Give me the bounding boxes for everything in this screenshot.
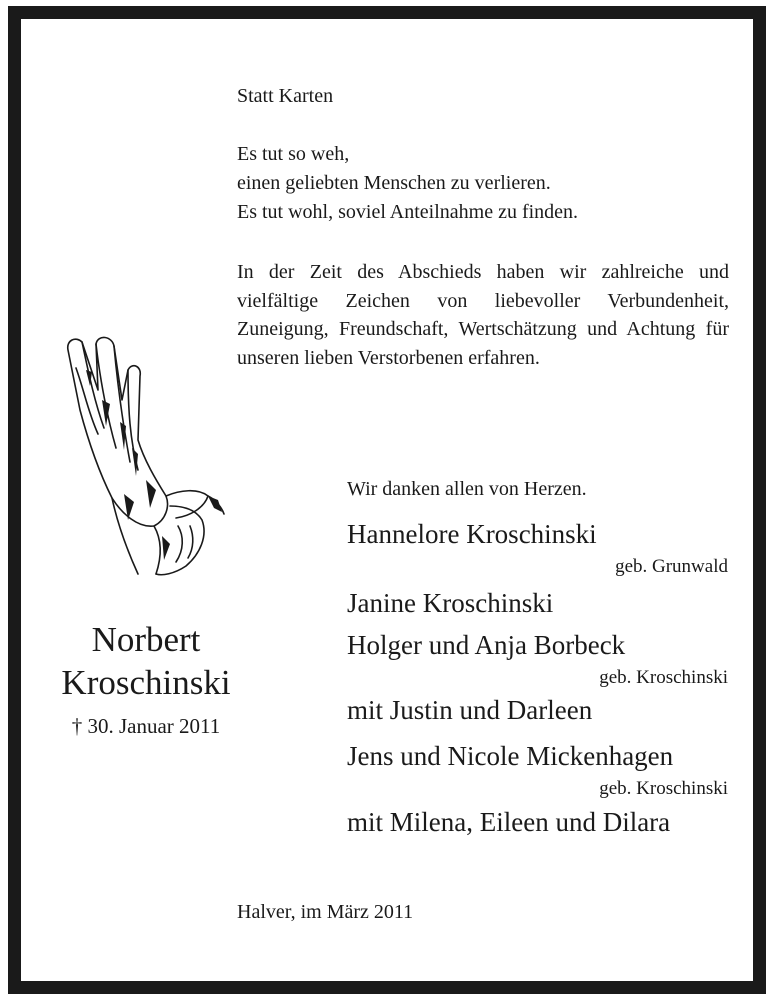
place-date: Halver, im März 2011	[237, 901, 414, 923]
maiden-name: geb. Kroschinski	[599, 667, 728, 688]
maiden-name: geb. Kroschinski	[599, 778, 728, 799]
mourner-name: Jens und Nicole Mickenhagen	[347, 741, 674, 771]
mourner-name: Hannelore Kroschinski	[347, 519, 597, 549]
deceased-first-name: Norbert	[91, 620, 201, 659]
death-date: † 30. Januar 2011	[71, 714, 221, 738]
mourner-children: mit Milena, Eileen und Dilara	[347, 807, 671, 837]
verse-line-3: Es tut wohl, soviel Anteilnahme zu finden.	[237, 201, 579, 223]
maiden-name: geb. Grunwald	[615, 556, 728, 577]
verse-line-2: einen geliebten Menschen zu verlieren.	[237, 172, 551, 194]
thanks-line: Wir danken allen von Herzen.	[347, 478, 587, 500]
praying-hands-icon	[58, 330, 228, 580]
mourner-children: mit Justin und Darleen	[347, 695, 593, 725]
mourner-name: Holger und Anja Borbeck	[347, 630, 626, 660]
verse-line-1: Es tut so weh,	[237, 143, 350, 165]
mourner-name: Janine Kroschinski	[347, 588, 554, 618]
deceased-last-name: Kroschinski	[61, 663, 231, 702]
statt-karten: Statt Karten	[237, 85, 334, 107]
thanks-paragraph: In der Zeit des Abschieds haben wir zahlreiche und vielfältige Zeichen von liebevoller Verbundenheit, Zuneigung, Freundschaft, Wertschätzung und Achtung für unseren lieben Verstorbenen erfahren.	[237, 261, 729, 369]
